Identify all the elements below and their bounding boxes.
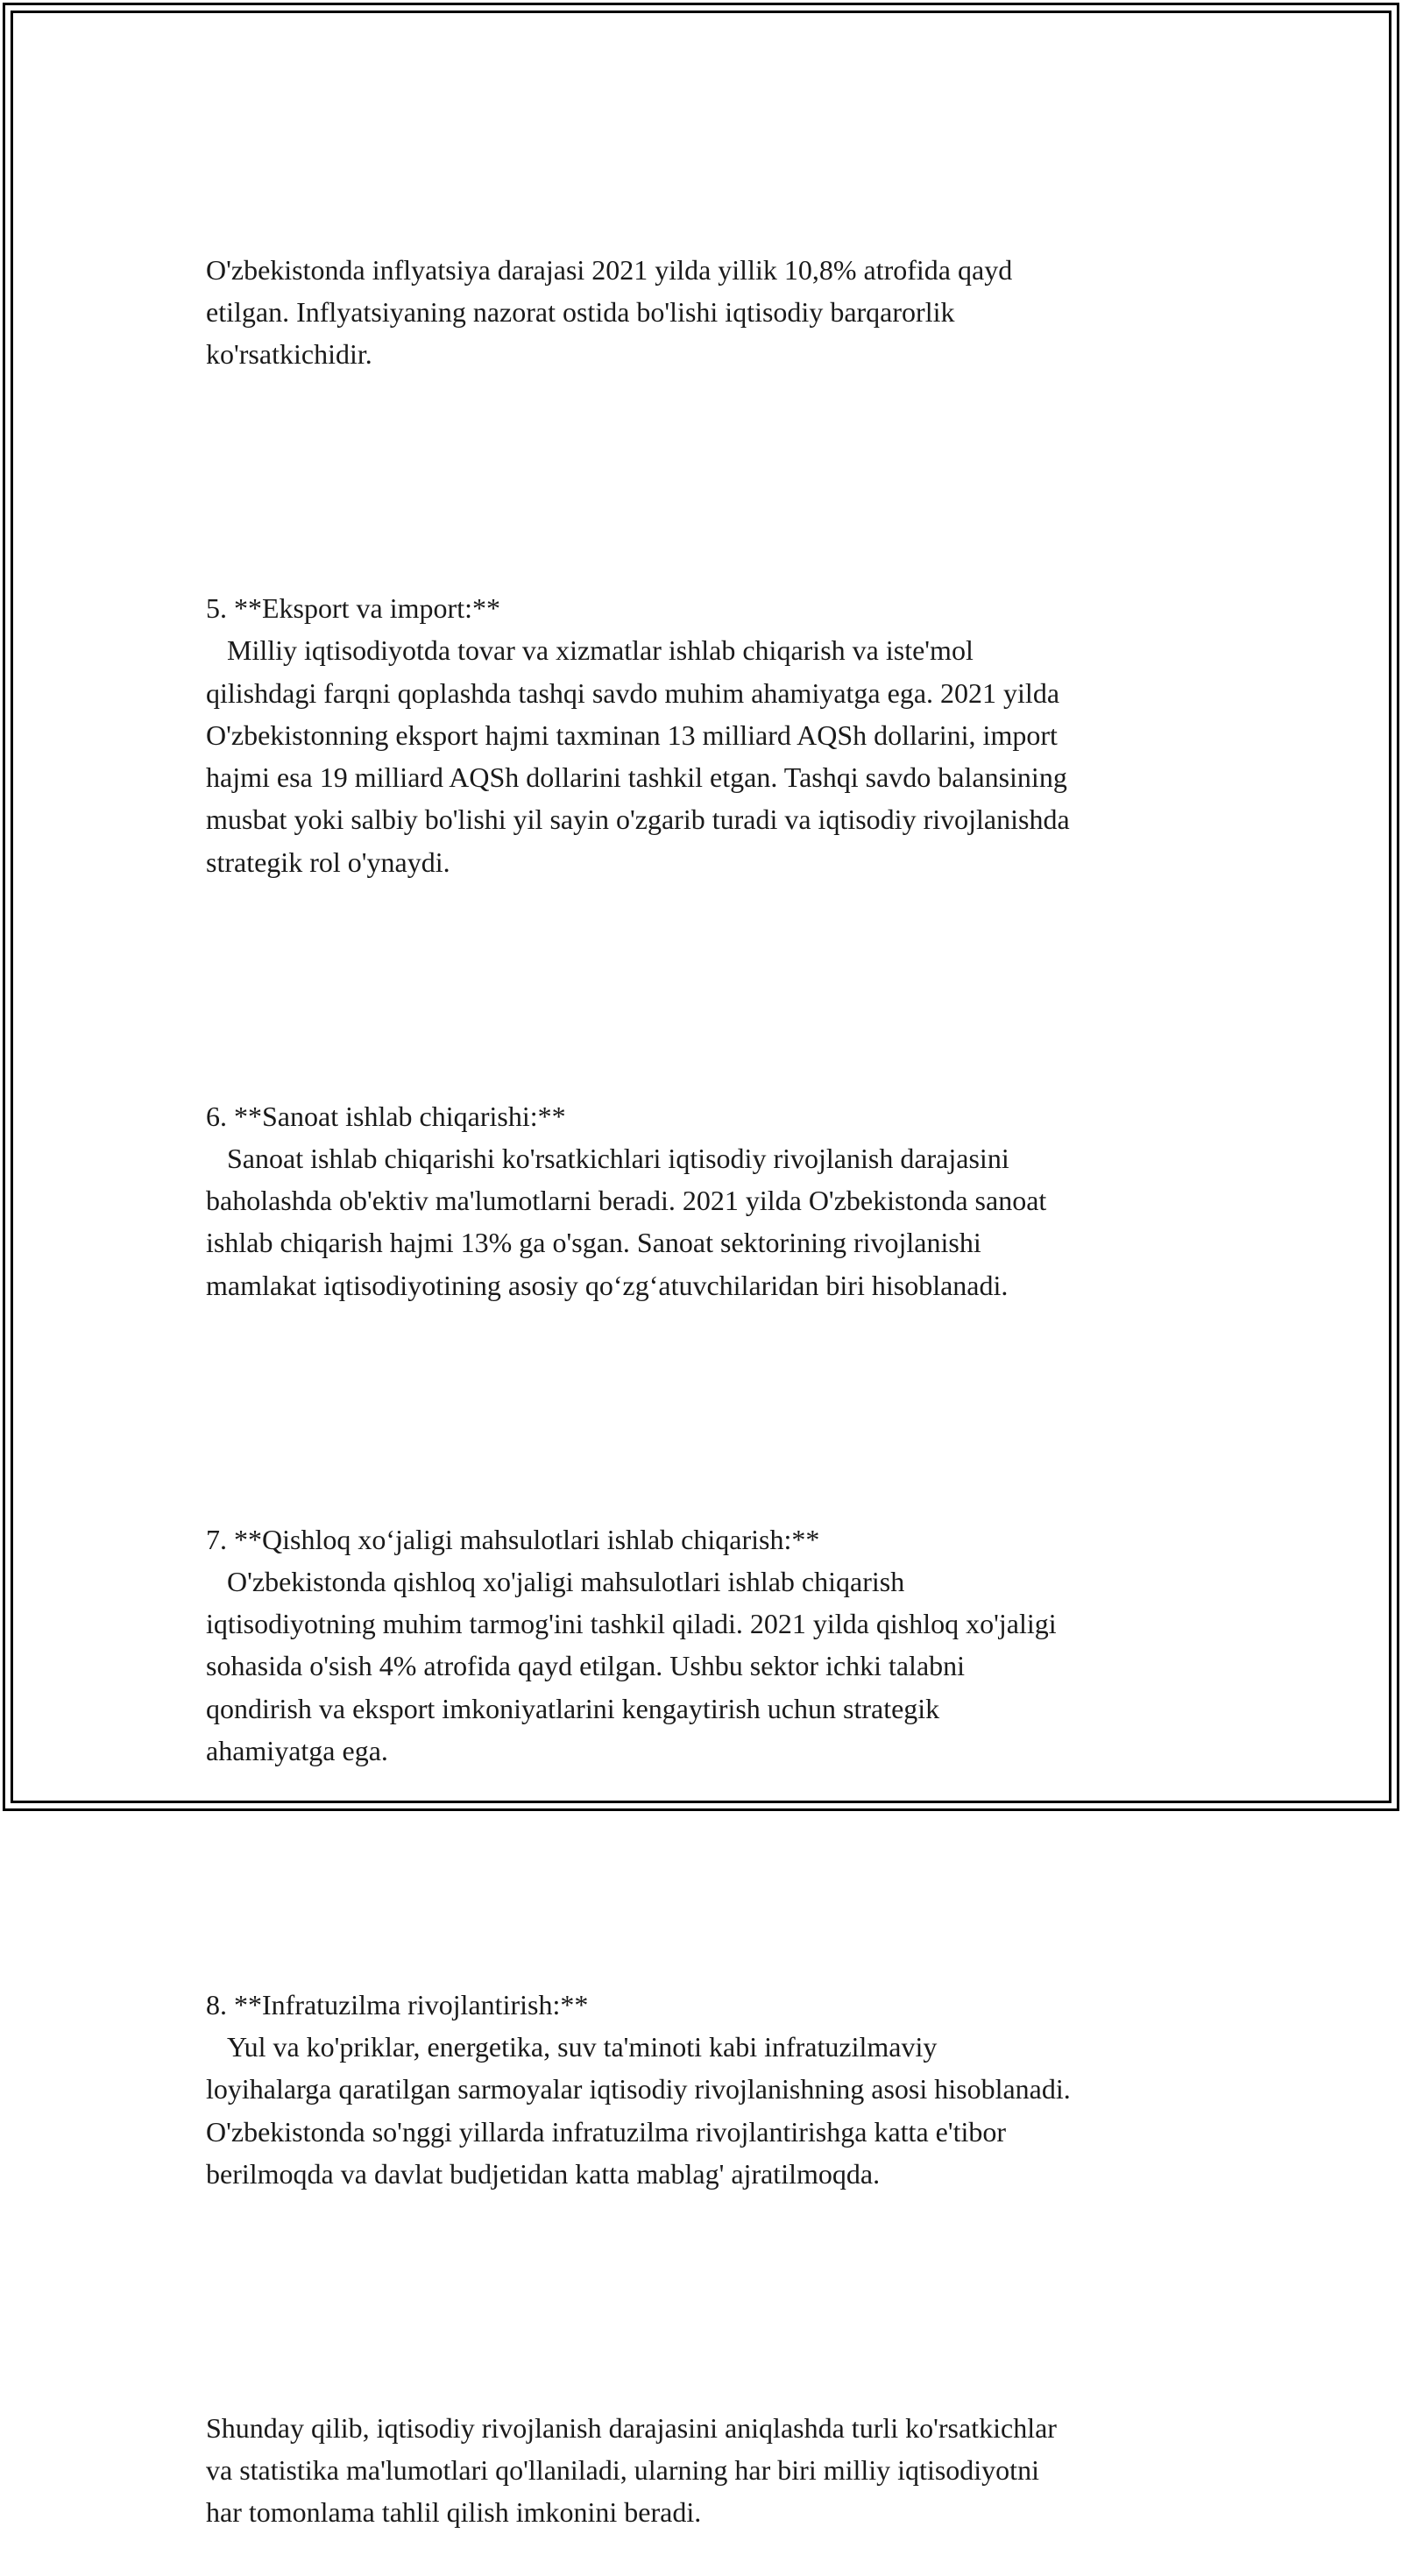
section-export-import: 5. **Eksport va import:** Milliy iqtisodiyotda tovar va xizmatlar ishlab chiqarish va iste'mol qilishdagi farqni qoplashda tashqi savdo muhim ahamiyatga ega. 2021 yilda O'zbekistonning eksport hajmi taxminan 13 milliard AQSh dollarini, import hajmi esa 19 milliard AQSh dollarini tashkil etgan. Tashqi savdo balansining musbat yoki salbiy bo'lishi yil sayin o'zgarib turadi va iqtisodiy rivojlanishda strategik rol o'ynaydi. [206, 591, 1070, 878]
section-agriculture: 7. **Qishloq xo‘jaligi mahsulotlari ishlab chiqarish:** O'zbekistonda qishloq xo'jaligi mahsulotlari ishlab chiqarish iqtisodiyotning muhim tarmog'ini tashkil qiladi. 2021 yilda qishloq xo'jaligi sohasida o'sish 4% atrofida qayd etilgan. Ushbu sektor ichki talabni qondirish va eksport imkoniyatlarini kengaytirish uchun strategik ahamiyatga ega. [206, 1523, 1057, 1766]
paragraph-inflation: O'zbekistonda inflyatsiya darajasi 2021 yilda yillik 10,8% atrofida qayd etilgan. Inflyatsiyaning nazorat ostida bo'lishi iqtisodiy barqarorlik ko'rsatkichidir. [206, 253, 1013, 371]
blank-line [206, 2280, 1222, 2322]
paragraph-conclusion: Shunday qilib, iqtisodiy rivojlanish darajasini aniqlashda turli ko'rsatkichlar va statistika ma'lumotlari qo'llaniladi, ularning har biri milliy iqtisodiyotni har tomonlama tahlil qilish imkonini beradi. [206, 2411, 1057, 2529]
section-industrial-production: 6. **Sanoat ishlab chiqarishi:** Sanoat ishlab chiqarishi ko'rsatkichlari iqtisodiy rivojlanish darajasini baholashda ob'ektiv ma'lumotlarni beradi. 2021 yilda O'zbekistonda sanoat ishlab chiqarish hajmi 13% ga o'sgan. Sanoat sektorining rivojlanishi mamlakat iqtisodiyotining asosiy qo‘zg‘atuvchilaridan biri hisoblanadi. [206, 1100, 1047, 1301]
blank-line [206, 460, 1222, 502]
blank-line [206, 968, 1222, 1010]
blank-line [206, 1857, 1222, 1899]
blank-line [206, 1391, 1222, 1433]
section-infrastructure: 8. **Infratuzilma rivojlantirish:** Yul va ko'priklar, energetika, suv ta'minoti kabi infratuzilmaviy loyihalarga qaratilgan sarmoyalar iqtisodiy rivojlanishning asosi hisoblanadi. O'zbekistonda so'nggi yillarda infratuzilma rivojlantirishga katta e'tibor berilmoqda va davlat budjetidan katta mablag' ajratilmoqda. [206, 1988, 1071, 2190]
document-body [206, 164, 1222, 2576]
